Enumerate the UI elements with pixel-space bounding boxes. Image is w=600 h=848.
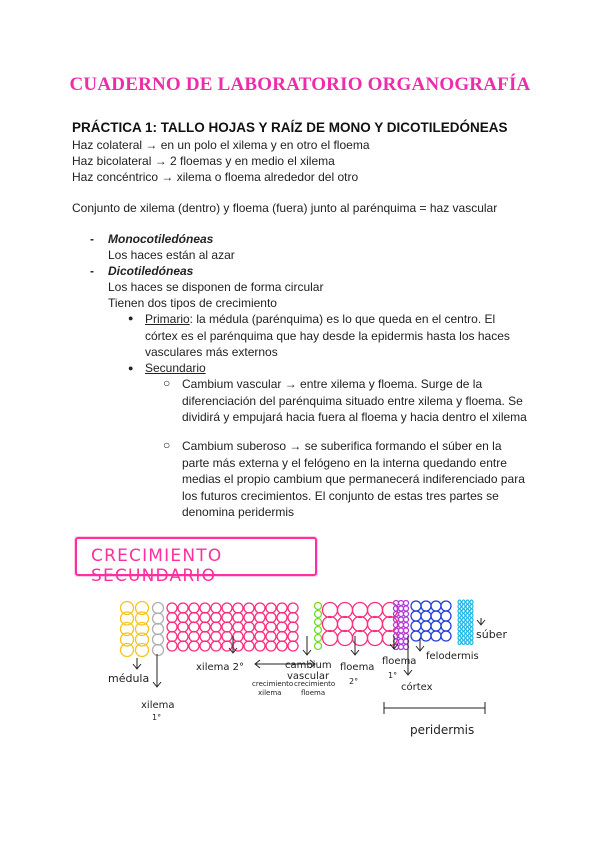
suber-cell — [458, 636, 461, 640]
suber-cell — [458, 623, 461, 627]
floema1-cell — [399, 606, 404, 611]
xilema2-cell — [222, 622, 232, 632]
suber-cell — [458, 609, 461, 613]
suber-cell — [462, 623, 465, 627]
suber-cell — [458, 605, 461, 609]
floema1-cell — [404, 601, 409, 606]
felodermis-cell — [431, 631, 441, 641]
floema1-cell — [399, 645, 404, 650]
highlight-box — [75, 537, 317, 586]
suber-cell — [466, 623, 469, 627]
label-suber: súber — [476, 628, 507, 641]
felodermis-cell — [441, 621, 451, 631]
xilema2-cell — [233, 603, 243, 613]
suber-cell — [458, 618, 461, 622]
xilema2-cell — [178, 603, 188, 613]
xilema2-cell — [288, 613, 298, 623]
suber-cell — [470, 632, 473, 636]
label-crec-floema-1: crecimiento — [294, 680, 336, 688]
suber-cell — [462, 600, 465, 604]
xilema2-cell — [277, 641, 287, 651]
xilema2-cell — [288, 632, 298, 642]
floema2-cell — [338, 631, 353, 646]
floema1-cell — [399, 639, 404, 644]
suber-cell — [466, 614, 469, 618]
xilema2-cell — [244, 632, 254, 642]
xilema2-cell — [200, 613, 210, 623]
floema1-cell — [399, 612, 404, 617]
floema2-cell — [323, 617, 338, 632]
xilema-cell — [153, 624, 164, 635]
xilema2-cell — [233, 632, 243, 642]
xilema2-cell — [255, 613, 265, 623]
xilema2-cell — [255, 603, 265, 613]
xilema2-cell — [211, 613, 221, 623]
haz-concentrico-line: Haz concéntrico → xilema o floema alrededor del otro — [72, 170, 359, 184]
suber-cell — [466, 627, 469, 631]
suber-cell — [466, 632, 469, 636]
floema2-cell — [353, 603, 368, 618]
xilema-cell — [153, 645, 164, 656]
label-felodermis: felodermis — [426, 651, 479, 662]
xilema2-cell — [211, 632, 221, 642]
xilema2-cell — [189, 603, 199, 613]
suber-cell — [466, 609, 469, 613]
xilema2-cell — [167, 632, 177, 642]
xilema2-cell — [167, 641, 177, 651]
label-crec-xilema-2: xilema — [258, 689, 282, 697]
cambium-cell — [315, 635, 322, 642]
label-vascular: vascular — [287, 671, 330, 682]
label-xilema-1: xilema — [141, 700, 175, 711]
suber-cell — [466, 641, 469, 645]
floema1-cell — [399, 617, 404, 622]
xilema2-cell — [211, 603, 221, 613]
secundario-paragraph — [145, 360, 525, 377]
suber-cell — [462, 618, 465, 622]
xilema2-cell — [200, 632, 210, 642]
floema1-cell — [404, 617, 409, 622]
floema2-cell — [338, 617, 353, 632]
xilema2-cell — [288, 603, 298, 613]
felodermis-cell — [421, 621, 431, 631]
suber-cell — [470, 614, 473, 618]
xilema2-cell — [200, 622, 210, 632]
suber-cell — [458, 627, 461, 631]
floema2-cell — [368, 603, 383, 618]
xilema2-cell — [189, 622, 199, 632]
suber-cell — [470, 627, 473, 631]
suber-cell — [462, 636, 465, 640]
xilema2-cell — [266, 603, 276, 613]
label-crec-xilema-1: crecimiento — [252, 680, 294, 688]
suber-cell — [470, 641, 473, 645]
floema1-cell — [404, 628, 409, 633]
xilema2-cell — [244, 622, 254, 632]
practice-heading: PRÁCTICA 1: TALLO HOJAS Y RAÍZ DE MONO Y DICOTILEDÓNEAS — [72, 120, 508, 135]
floema1-cell — [399, 628, 404, 633]
haz-bicolateral-line: Haz bicolateral → 2 floemas y en medio el xilema — [72, 154, 335, 168]
floema1-cell — [404, 623, 409, 628]
xilema2-cell — [244, 613, 254, 623]
dico-text-2: Tienen dos tipos de crecimiento — [108, 296, 277, 310]
xilema2-cell — [288, 622, 298, 632]
suber-cell — [466, 618, 469, 622]
bullet-dot: ● — [128, 363, 134, 373]
felodermis-cell — [421, 601, 431, 611]
xilema2-cell — [277, 622, 287, 632]
cambium-cell — [315, 619, 322, 626]
cambium-cell — [315, 627, 322, 634]
haz-colateral-line: Haz colateral → en un polo el xilema y en otro el floema — [72, 138, 370, 152]
floema2-cell — [323, 603, 338, 618]
xilema2-cell — [222, 632, 232, 642]
floema1-cell — [404, 612, 409, 617]
dico-text-1: Los haces se disponen de forma circular — [108, 280, 324, 294]
bullet-dash: - — [90, 232, 94, 246]
cambium-cell — [315, 603, 322, 610]
felodermis-cell — [431, 611, 441, 621]
secundario-label: Secundario — [145, 361, 206, 375]
felodermis-cell — [421, 611, 431, 621]
primario-text: : la médula (parénquima) es lo que queda en el centro. El córtex es el parénquima que hay desde la epidermis hasta los haces vasculares más externos — [145, 312, 510, 359]
label-xilema-1-sub: 1° — [152, 713, 162, 722]
felodermis-cell — [431, 621, 441, 631]
xilema2-cell — [211, 641, 221, 651]
xilema2-cell — [255, 632, 265, 642]
xilema2-cell — [288, 641, 298, 651]
suber-cell — [462, 627, 465, 631]
floema2-cell — [368, 631, 383, 646]
suber-cell — [470, 609, 473, 613]
bullet-dot: ● — [128, 313, 134, 323]
felodermis-cell — [421, 631, 431, 641]
suber-cell — [462, 632, 465, 636]
suber-cell — [462, 641, 465, 645]
suber-cell — [458, 641, 461, 645]
xilema2-cell — [244, 641, 254, 651]
dico-label: Dicotiledóneas — [108, 264, 194, 278]
suber-cell — [466, 605, 469, 609]
suber-cell — [462, 605, 465, 609]
floema2-cell — [323, 631, 338, 646]
xilema2-cell — [178, 641, 188, 651]
suber-cell — [466, 600, 469, 604]
floema1-cell — [399, 634, 404, 639]
cambium-suberoso-text: Cambium suberoso → se suberifica formando el súber en la parte más externa y el felógeno en la interna quedando entre medias el propio cambium que permanecerá indiferenciado para los futuros crecimientos. El conjunto de estas tres partes se denomina peridermis — [182, 439, 525, 519]
xilema2-cell — [167, 622, 177, 632]
cambium-cell — [315, 611, 322, 618]
xilema-cell — [153, 613, 164, 624]
label-floema-1-sub: 1° — [388, 671, 398, 680]
bullet-dash: - — [90, 264, 94, 278]
label-peridermis: peridermis — [410, 723, 475, 737]
xilema2-cell — [233, 613, 243, 623]
mono-label: Monocotiledóneas — [108, 232, 214, 246]
xilema2-cell — [277, 632, 287, 642]
label-floema-2-sub: 2° — [349, 677, 359, 686]
xilema2-cell — [167, 603, 177, 613]
xilema2-cell — [277, 613, 287, 623]
xilema-cell — [153, 603, 164, 614]
floema1-cell — [404, 606, 409, 611]
floema2-cell — [353, 617, 368, 632]
felodermis-cell — [441, 631, 451, 641]
label-medula: médula — [108, 672, 150, 685]
xilema2-cell — [222, 603, 232, 613]
xilema2-cell — [189, 641, 199, 651]
xilema2-cell — [189, 613, 199, 623]
felodermis-cell — [441, 611, 451, 621]
xilema2-cell — [266, 622, 276, 632]
xilema-cell — [153, 634, 164, 645]
label-crec-floema-2: floema — [301, 689, 326, 697]
suber-cell — [458, 632, 461, 636]
xilema2-cell — [244, 603, 254, 613]
xilema2-cell — [277, 603, 287, 613]
suber-cell — [470, 636, 473, 640]
xilema2-cell — [266, 632, 276, 642]
floema2-cell — [383, 617, 398, 632]
label-floema-1: floema — [382, 656, 417, 667]
suber-cell — [470, 600, 473, 604]
xilema2-cell — [189, 632, 199, 642]
felodermis-cell — [411, 611, 421, 621]
xilema2-cell — [200, 603, 210, 613]
felodermis-cell — [411, 601, 421, 611]
suber-cell — [466, 636, 469, 640]
floema2-cell — [368, 617, 383, 632]
bullet-circle: ○ — [163, 376, 171, 390]
cambium-cell — [315, 643, 322, 650]
suber-cell — [458, 614, 461, 618]
suber-cell — [470, 605, 473, 609]
xilema2-cell — [178, 632, 188, 642]
label-cortex: córtex — [401, 682, 433, 693]
primario-paragraph — [145, 311, 525, 361]
floema1-cell — [399, 601, 404, 606]
xilema2-cell — [233, 641, 243, 651]
xilema2-cell — [255, 622, 265, 632]
xilema2-cell — [222, 613, 232, 623]
label-xilema-2: xilema 2° — [196, 662, 245, 673]
felodermis-cell — [431, 601, 441, 611]
xilema2-cell — [200, 641, 210, 651]
suber-cell — [462, 609, 465, 613]
primario-label: Primario — [145, 312, 190, 326]
suber-cell — [458, 600, 461, 604]
mono-text: Los haces están al azar — [108, 248, 235, 262]
suber-cell — [462, 614, 465, 618]
xilema2-cell — [178, 622, 188, 632]
floema2-cell — [338, 603, 353, 618]
label-floema-2: floema — [340, 662, 375, 673]
label-cambium: cambium — [285, 660, 332, 671]
bullet-circle: ○ — [163, 438, 171, 452]
cambium-vascular-text: Cambium vascular → entre xilema y floema. Surge de la diferenciación del parénquima situado entre xilema y floema. Se dividirá y empujará hacia fuera al floema y hacia dentro el xilema — [182, 377, 527, 424]
xilema2-cell — [266, 641, 276, 651]
xilema2-cell — [211, 622, 221, 632]
xilema2-cell — [266, 613, 276, 623]
suber-cell — [470, 618, 473, 622]
xilema2-cell — [233, 622, 243, 632]
xilema2-cell — [178, 613, 188, 623]
highlight-title: CRECIMIENTO SECUNDARIO — [91, 546, 223, 586]
suber-cell — [470, 623, 473, 627]
xilema2-cell — [255, 641, 265, 651]
xilema2-cell — [167, 613, 177, 623]
felodermis-cell — [441, 601, 451, 611]
felodermis-cell — [411, 621, 421, 631]
secondary-growth-diagram — [0, 588, 600, 848]
floema1-cell — [399, 623, 404, 628]
page-title: CUADERNO DE LABORATORIO ORGANOGRAFÍA — [69, 74, 531, 95]
conjunto-line: Conjunto de xilema (dentro) y floema (fuera) junto al parénquima = haz vascular — [72, 201, 498, 215]
